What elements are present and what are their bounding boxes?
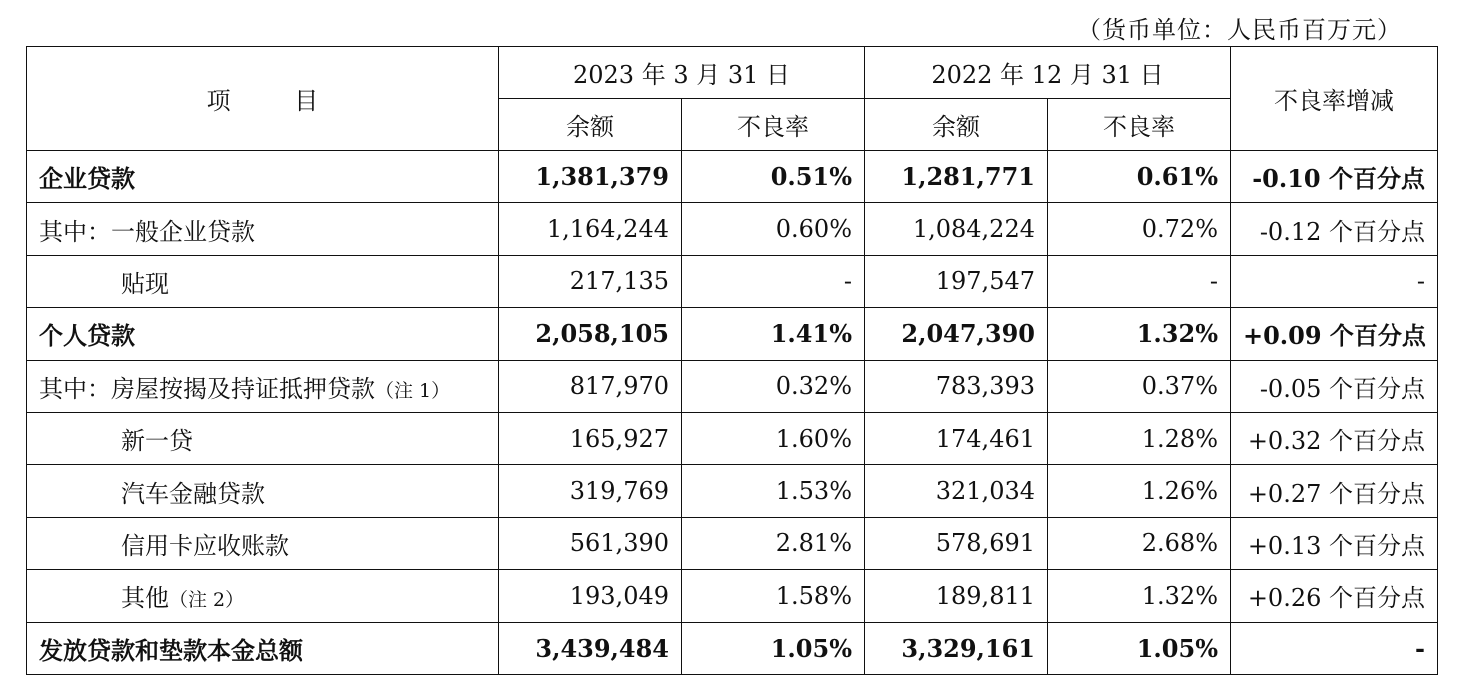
npl-ratio-2022-cell: 2.68% <box>1048 517 1231 569</box>
row-label-text: 一般企业贷款 <box>111 217 255 246</box>
row-label <box>27 570 499 622</box>
balance-2023-cell: 193,049 <box>499 570 682 622</box>
row-label-text: 汽车金融贷款 <box>121 479 265 508</box>
table-row <box>27 360 1438 412</box>
header-period-2022-12-31: 2022 年 12 月 31 日 <box>865 47 1231 99</box>
balance-2022-cell: 174,461 <box>865 412 1048 464</box>
row-label <box>27 255 499 307</box>
npl-ratio-2022-cell: 1.32% <box>1048 570 1231 622</box>
balance-2023-cell: 165,927 <box>499 412 682 464</box>
balance-2023-cell: 561,390 <box>499 517 682 569</box>
npl-ratio-2023-cell: 0.60% <box>682 203 865 255</box>
table-row <box>27 255 1438 307</box>
balance-2023-cell: 217,135 <box>499 255 682 307</box>
row-label-prefix: 企业贷款 <box>39 164 135 194</box>
row-label-text: 信用卡应收账款 <box>121 531 289 560</box>
npl-ratio-2023-cell: 1.58% <box>682 570 865 622</box>
header-balance-2023: 余额 <box>499 99 682 151</box>
npl-change-cell: -0.10 个百分点 <box>1231 151 1438 203</box>
npl-ratio-2022-cell: 1.28% <box>1048 412 1231 464</box>
balance-2023-cell: 3,439,484 <box>499 622 682 674</box>
balance-2023-cell: 2,058,105 <box>499 308 682 360</box>
table-row <box>27 308 1438 360</box>
table-row <box>27 465 1438 517</box>
row-label <box>27 465 499 517</box>
npl-by-product-table <box>26 46 1438 675</box>
row-label <box>27 412 499 464</box>
row-label <box>27 203 499 255</box>
row-label-prefix: 个人贷款 <box>39 321 135 351</box>
row-label <box>27 622 499 674</box>
header-npl-ratio-2022: 不良率 <box>1048 99 1231 151</box>
npl-ratio-2023-cell: 0.51% <box>682 151 865 203</box>
table-row <box>27 570 1438 622</box>
currency-unit-note: （货币单位：人民币百万元） <box>1077 16 1402 44</box>
npl-change-cell: +0.13 个百分点 <box>1231 517 1438 569</box>
npl-ratio-2023-cell: 1.05% <box>682 622 865 674</box>
npl-change-cell: +0.27 个百分点 <box>1231 465 1438 517</box>
row-label-text: 新一贷 <box>121 427 193 456</box>
balance-2022-cell: 189,811 <box>865 570 1048 622</box>
balance-2022-cell: 321,034 <box>865 465 1048 517</box>
balance-2022-cell: 197,547 <box>865 255 1048 307</box>
npl-change-cell: +0.09 个百分点 <box>1231 308 1438 360</box>
row-label-text: 其他 <box>121 584 169 613</box>
row-label <box>27 517 499 569</box>
header-npl-ratio-2023: 不良率 <box>682 99 865 151</box>
table-body <box>27 151 1438 675</box>
balance-2022-cell: 2,047,390 <box>865 308 1048 360</box>
table-row <box>27 151 1438 203</box>
header-item: 项 目 <box>27 47 499 151</box>
balance-2023-cell: 1,164,244 <box>499 203 682 255</box>
balance-2023-cell: 319,769 <box>499 465 682 517</box>
balance-2023-cell: 1,381,379 <box>499 151 682 203</box>
balance-2022-cell: 1,281,771 <box>865 151 1048 203</box>
npl-ratio-2022-cell: 1.05% <box>1048 622 1231 674</box>
row-footnote-ref: （注 2） <box>169 589 245 612</box>
row-label-prefix: 其中： <box>39 374 111 403</box>
row-label <box>27 151 499 203</box>
npl-ratio-2023-cell: 2.81% <box>682 517 865 569</box>
balance-2022-cell: 578,691 <box>865 517 1048 569</box>
npl-ratio-2023-cell: 1.41% <box>682 308 865 360</box>
row-label-prefix: 发放贷款和垫款本金总额 <box>39 635 303 665</box>
npl-change-cell: +0.26 个百分点 <box>1231 570 1438 622</box>
row-label <box>27 360 499 412</box>
npl-ratio-2022-cell: 0.61% <box>1048 151 1231 203</box>
header-period-2023-03-31: 2023 年 3 月 31 日 <box>499 47 865 99</box>
balance-2022-cell: 783,393 <box>865 360 1048 412</box>
balance-2022-cell: 1,084,224 <box>865 203 1048 255</box>
npl-ratio-2023-cell: 0.32% <box>682 360 865 412</box>
header-balance-2022: 余额 <box>865 99 1048 151</box>
npl-ratio-2022-cell: 1.32% <box>1048 308 1231 360</box>
npl-change-cell: +0.32 个百分点 <box>1231 412 1438 464</box>
row-label <box>27 308 499 360</box>
npl-ratio-2023-cell: 1.60% <box>682 412 865 464</box>
npl-ratio-2023-cell: - <box>682 255 865 307</box>
npl-ratio-2022-cell: 0.72% <box>1048 203 1231 255</box>
npl-change-cell: - <box>1231 622 1438 674</box>
npl-change-cell: -0.12 个百分点 <box>1231 203 1438 255</box>
npl-ratio-2022-cell: - <box>1048 255 1231 307</box>
row-label-text: 房屋按揭及持证抵押贷款 <box>111 374 375 403</box>
row-footnote-ref: （注 1） <box>375 379 451 402</box>
table-row <box>27 412 1438 464</box>
npl-change-cell: -0.05 个百分点 <box>1231 360 1438 412</box>
row-label-text: 贴现 <box>121 269 169 298</box>
table-row <box>27 622 1438 674</box>
header-npl-change: 不良率增减 <box>1231 47 1438 151</box>
npl-change-cell: - <box>1231 255 1438 307</box>
npl-ratio-2022-cell: 0.37% <box>1048 360 1231 412</box>
row-label-prefix: 其中： <box>39 217 111 246</box>
npl-ratio-2022-cell: 1.26% <box>1048 465 1231 517</box>
table-row <box>27 203 1438 255</box>
balance-2022-cell: 3,329,161 <box>865 622 1048 674</box>
balance-2023-cell: 817,970 <box>499 360 682 412</box>
npl-ratio-2023-cell: 1.53% <box>682 465 865 517</box>
table-row <box>27 517 1438 569</box>
